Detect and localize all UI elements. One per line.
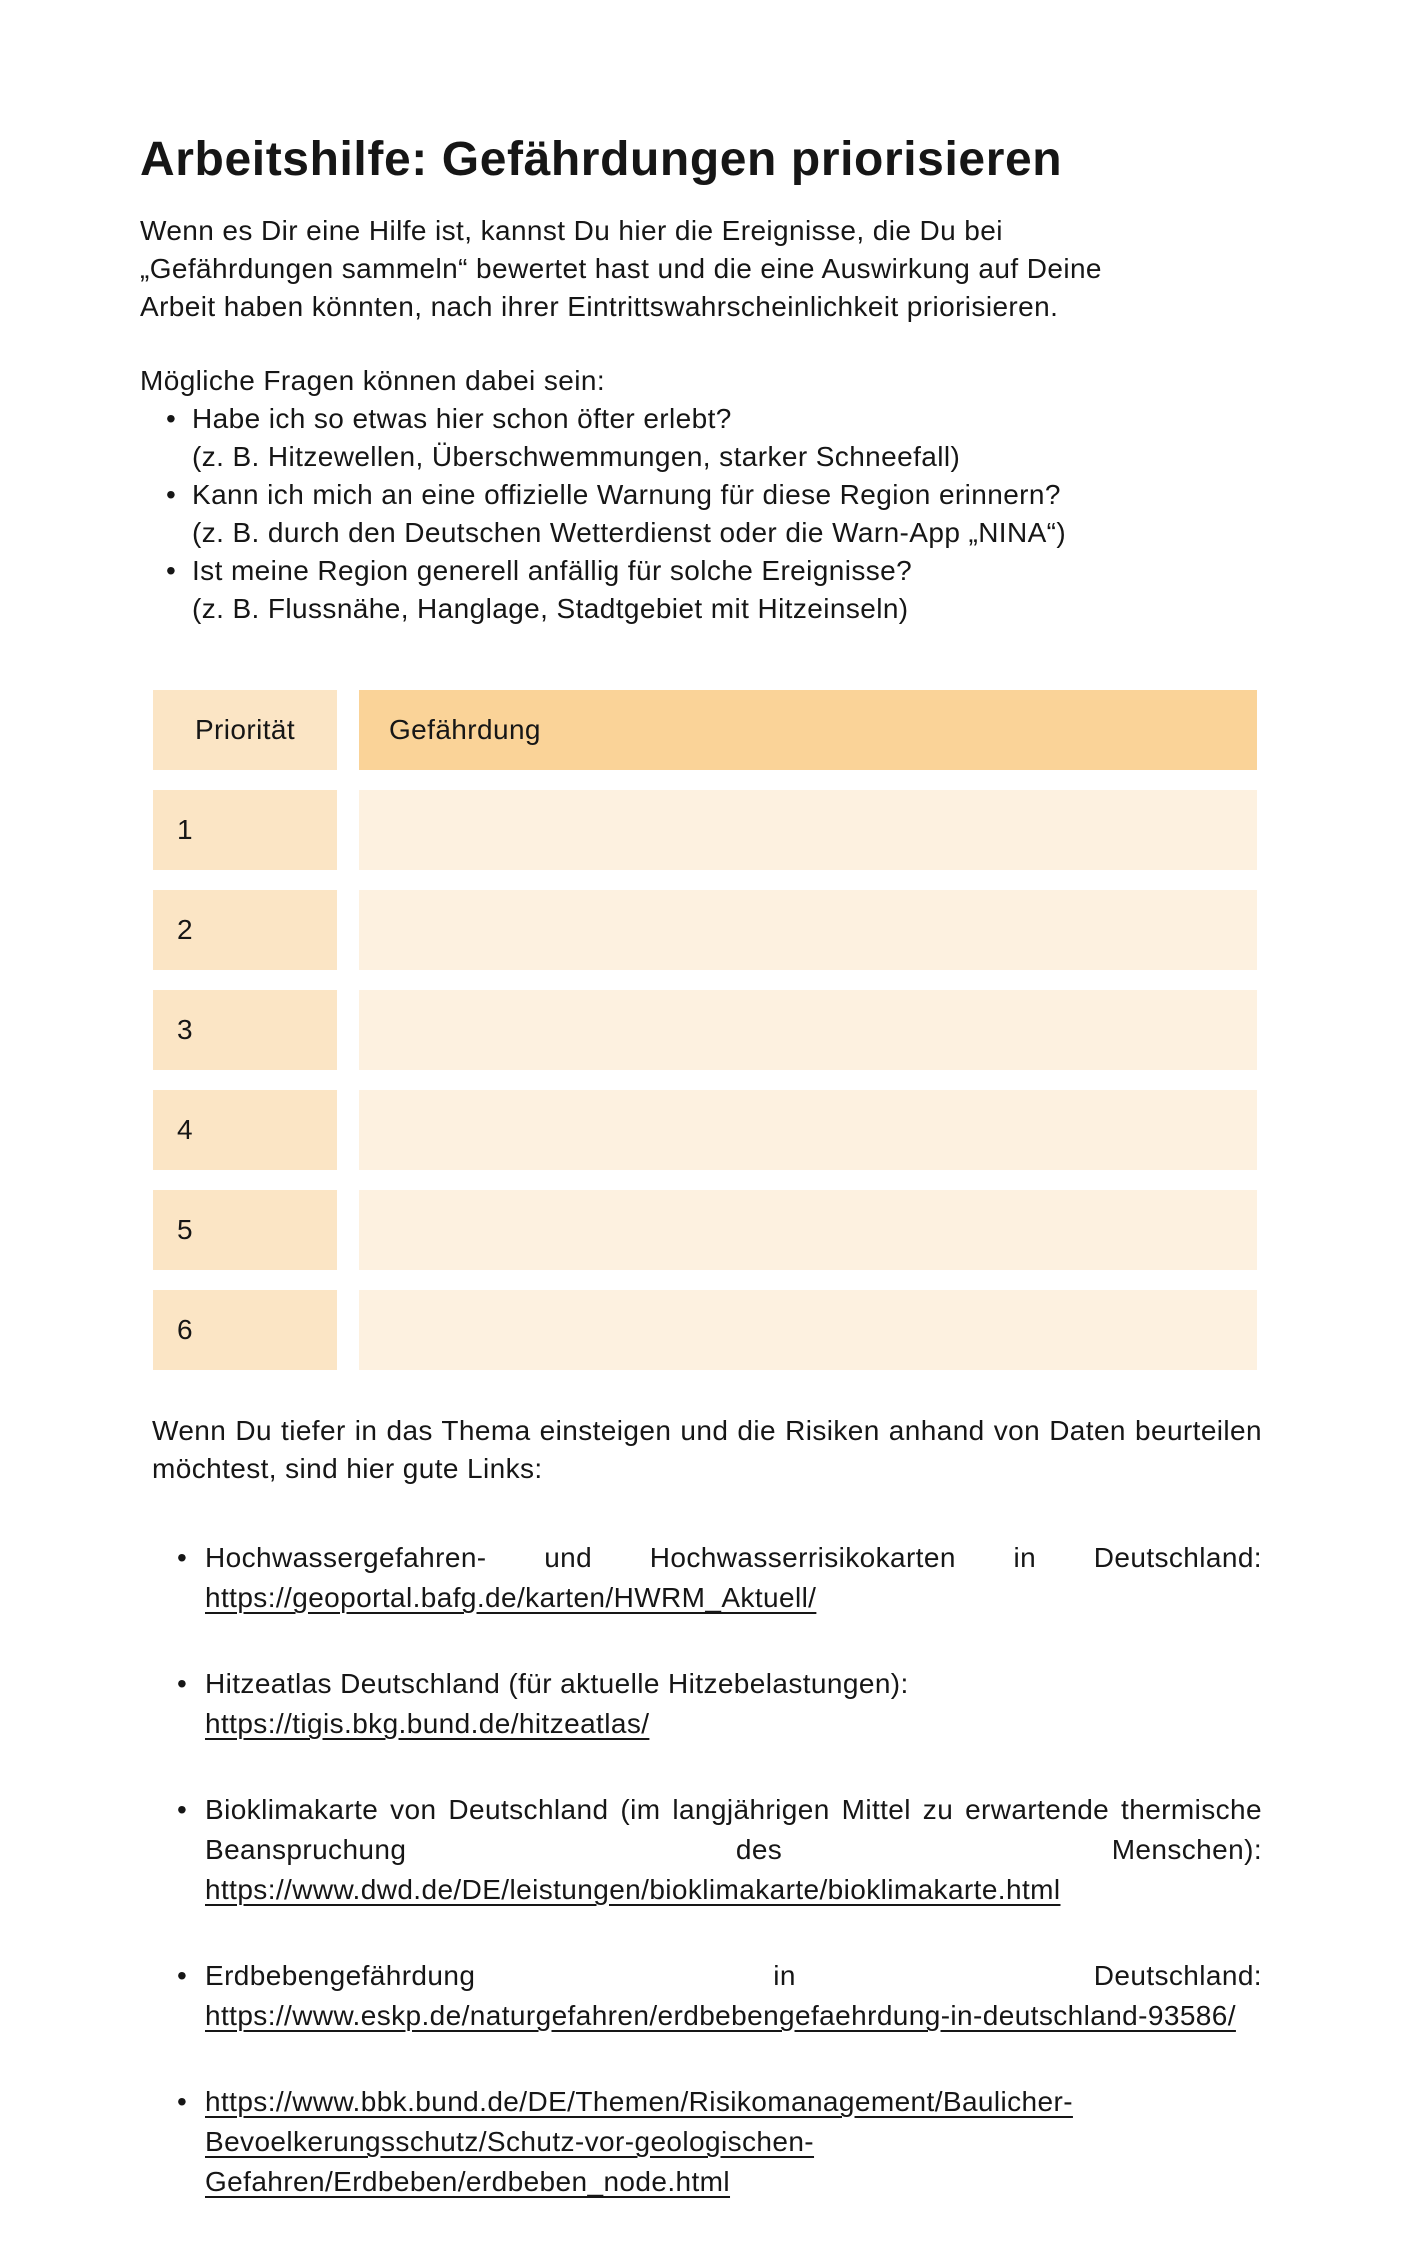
link-item — [177, 1956, 1262, 2036]
links-section — [152, 1412, 1262, 2202]
link-url[interactable]: https://www.eskp.de/naturgefahren/erdbebengefaehrdung-in-deutschland-93586/ — [205, 2000, 1236, 2031]
link-url[interactable]: https://www.dwd.de/DE/leistungen/bioklimakarte/bioklimakarte.html — [205, 1874, 1061, 1905]
bullet-icon: • — [166, 555, 177, 586]
bullet-icon: • — [166, 479, 177, 510]
link-item — [177, 1790, 1262, 1910]
question-text: Ist meine Region generell anfällig für solche Ereignisse? — [192, 555, 913, 586]
bullet-icon: • — [177, 1794, 188, 1825]
question-text: Habe ich so etwas hier schon öfter erlebt? — [192, 403, 732, 434]
link-label: Hitzeatlas Deutschland (für aktuelle Hitzebelastungen): — [205, 1668, 909, 1699]
questions-list — [140, 400, 1200, 628]
question-item — [166, 400, 1200, 476]
priority-cell: 3 — [153, 990, 337, 1070]
question-item — [166, 552, 1200, 628]
link-item — [177, 1538, 1262, 1618]
question-example: (z. B. durch den Deutschen Wetterdienst oder die Warn-App „NINA“) — [192, 517, 1067, 548]
gefaehrdung-cell — [359, 1090, 1257, 1170]
gefaehrdung-cell — [359, 790, 1257, 870]
intro-paragraph: Wenn es Dir eine Hilfe ist, kannst Du hier die Ereignisse, die Du bei „Gefährdungen sammeln“ bewertet hast und die eine Auswirkung auf Deine Arbeit haben könnten, nach ihrer Eintrittswahrscheinlichkeit priorisieren. — [140, 215, 1102, 322]
link-url[interactable]: https://www.bbk.bund.de/DE/Themen/Risikomanagement/Baulicher-Bevoelkerungsschutz/Schutz-vor-geologischen-Gefahren/Erdbeben/erdbeben_node.html — [205, 2086, 1073, 2197]
link-label: Erdbebengefährdung in Deutschland: — [205, 1960, 1262, 1991]
gefaehrdung-cell — [359, 890, 1257, 970]
link-item — [177, 2082, 1262, 2202]
gefaehrdung-cell — [359, 1190, 1257, 1270]
page-title: Arbeitshilfe: Gefährdungen priorisieren — [140, 133, 1063, 186]
link-url[interactable]: https://geoportal.bafg.de/karten/HWRM_Aktuell/ — [205, 1582, 817, 1613]
gefaehrdung-cell — [359, 990, 1257, 1070]
question-text: Kann ich mich an eine offizielle Warnung für diese Region erinnern? — [192, 479, 1061, 510]
link-label: Hochwassergefahren- und Hochwasserrisikokarten in Deutschland: — [205, 1542, 1262, 1573]
question-example: (z. B. Flussnähe, Hanglage, Stadtgebiet mit Hitzeinseln) — [192, 593, 909, 624]
priority-cell: 4 — [153, 1090, 337, 1170]
priority-cell: 1 — [153, 790, 337, 870]
questions-section — [140, 362, 1200, 628]
links-list — [152, 1538, 1262, 2202]
gefaehrdung-cell — [359, 1290, 1257, 1370]
question-example: (z. B. Hitzewellen, Überschwemmungen, starker Schneefall) — [192, 441, 961, 472]
bullet-icon: • — [177, 1542, 188, 1573]
bullet-icon: • — [177, 1668, 188, 1699]
question-item — [166, 476, 1200, 552]
priority-table — [153, 690, 1410, 1370]
priority-cell: 6 — [153, 1290, 337, 1370]
priority-cell: 5 — [153, 1190, 337, 1270]
link-label: Bioklimakarte von Deutschland (im langjährigen Mittel zu erwartende thermische Beanspruchung des Menschen): — [205, 1794, 1262, 1865]
bullet-icon: • — [177, 2086, 188, 2117]
priority-cell: 2 — [153, 890, 337, 970]
table-header-gefaehrdung: Gefährdung — [359, 690, 1257, 770]
link-item — [177, 1664, 1262, 1744]
bullet-icon: • — [166, 403, 177, 434]
questions-intro: Mögliche Fragen können dabei sein: — [140, 365, 606, 396]
links-intro: Wenn Du tiefer in das Thema einsteigen und die Risiken anhand von Daten beurteilen möchtest, sind hier gute Links: — [152, 1415, 1262, 1484]
table-header-priority: Priorität — [153, 690, 337, 770]
bullet-icon: • — [177, 1960, 188, 1991]
link-url[interactable]: https://tigis.bkg.bund.de/hitzeatlas/ — [205, 1708, 650, 1739]
